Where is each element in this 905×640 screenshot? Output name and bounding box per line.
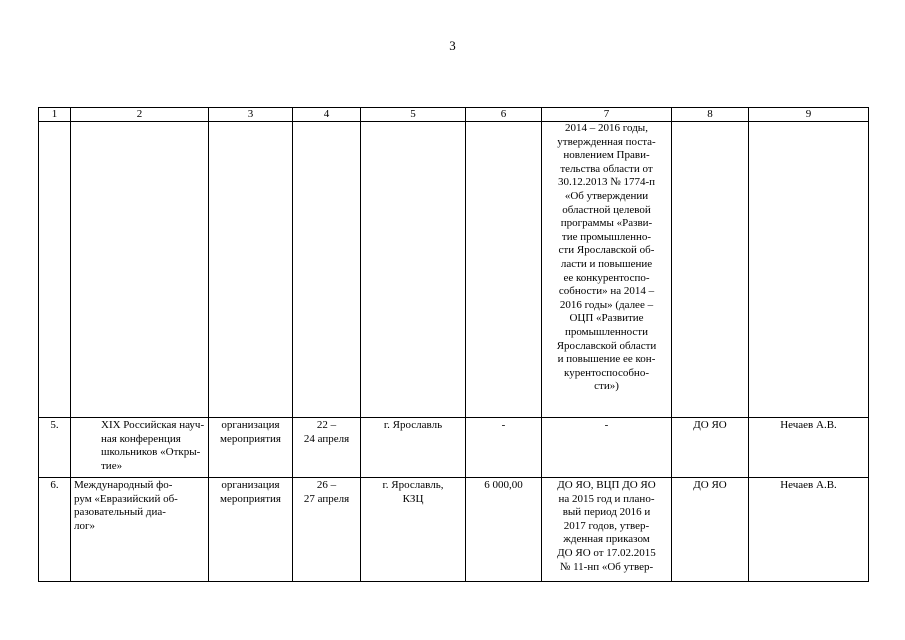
- cell-org: ДО ЯО: [672, 478, 749, 582]
- cell-place: г. Ярославль, КЗЦ: [361, 478, 466, 582]
- header-cell: 8: [672, 108, 749, 122]
- table-row: [39, 418, 869, 478]
- cell-dates: 26 – 27 апреля: [293, 478, 361, 582]
- cell-dates: [293, 122, 361, 418]
- header-cell: 7: [542, 108, 672, 122]
- header-cell: 4: [293, 108, 361, 122]
- cell-amount: [466, 122, 542, 418]
- cell-num: [39, 122, 71, 418]
- page-number: 3: [449, 38, 456, 53]
- cell-org: [672, 122, 749, 418]
- cell-source: 2014 – 2016 годы, утвержденная поста- новлением Прави- тельства области от 30.12.2013 № 1774-п «Об утверждении областной целевой программы «Разви- тие промышленно- сти Ярославской об- ласти и повышение ее конкурентоспо- собности» на 2014 – 2016 годы» (далее – ОЦП «Развитие промышленности Ярославской области и повышение ее кон- курентоспособно- сти»): [542, 122, 672, 418]
- cell-place: г. Ярославль: [361, 418, 466, 478]
- header-cell: 6: [466, 108, 542, 122]
- cell-name: XIX Российская науч- ная конференция школьников «Откры- тие»: [71, 418, 209, 478]
- table-header-row: [39, 108, 869, 122]
- cell-source: ДО ЯО, ВЦП ДО ЯО на 2015 год и плано- вый период 2016 и 2017 годов, утвер- жденная приказом ДО ЯО от 17.02.2015 № 11-нп «Об утвер-: [542, 478, 672, 582]
- cell-type: организация мероприятия: [209, 478, 293, 582]
- header-cell: 2: [71, 108, 209, 122]
- cell-responsible: Нечаев А.В.: [749, 478, 869, 582]
- cell-amount: -: [466, 418, 542, 478]
- cell-type: [209, 122, 293, 418]
- cell-num: 6.: [39, 478, 71, 582]
- cell-name: [71, 122, 209, 418]
- cell-num: 5.: [39, 418, 71, 478]
- cell-amount: 6 000,00: [466, 478, 542, 582]
- header-cell: 3: [209, 108, 293, 122]
- cell-type: организация мероприятия: [209, 418, 293, 478]
- cell-source: -: [542, 418, 672, 478]
- document-table: [38, 107, 869, 582]
- header-cell: 1: [39, 108, 71, 122]
- header-cell: 5: [361, 108, 466, 122]
- table-row: [39, 478, 869, 582]
- header-cell: 9: [749, 108, 869, 122]
- cell-responsible: Нечаев А.В.: [749, 418, 869, 478]
- cell-org: ДО ЯО: [672, 418, 749, 478]
- cell-responsible: [749, 122, 869, 418]
- cell-dates: 22 – 24 апреля: [293, 418, 361, 478]
- cell-place: [361, 122, 466, 418]
- cell-name: Международный фо- рум «Евразийский об- разовательный диа- лог»: [71, 478, 209, 582]
- table-row-continuation: [39, 122, 869, 418]
